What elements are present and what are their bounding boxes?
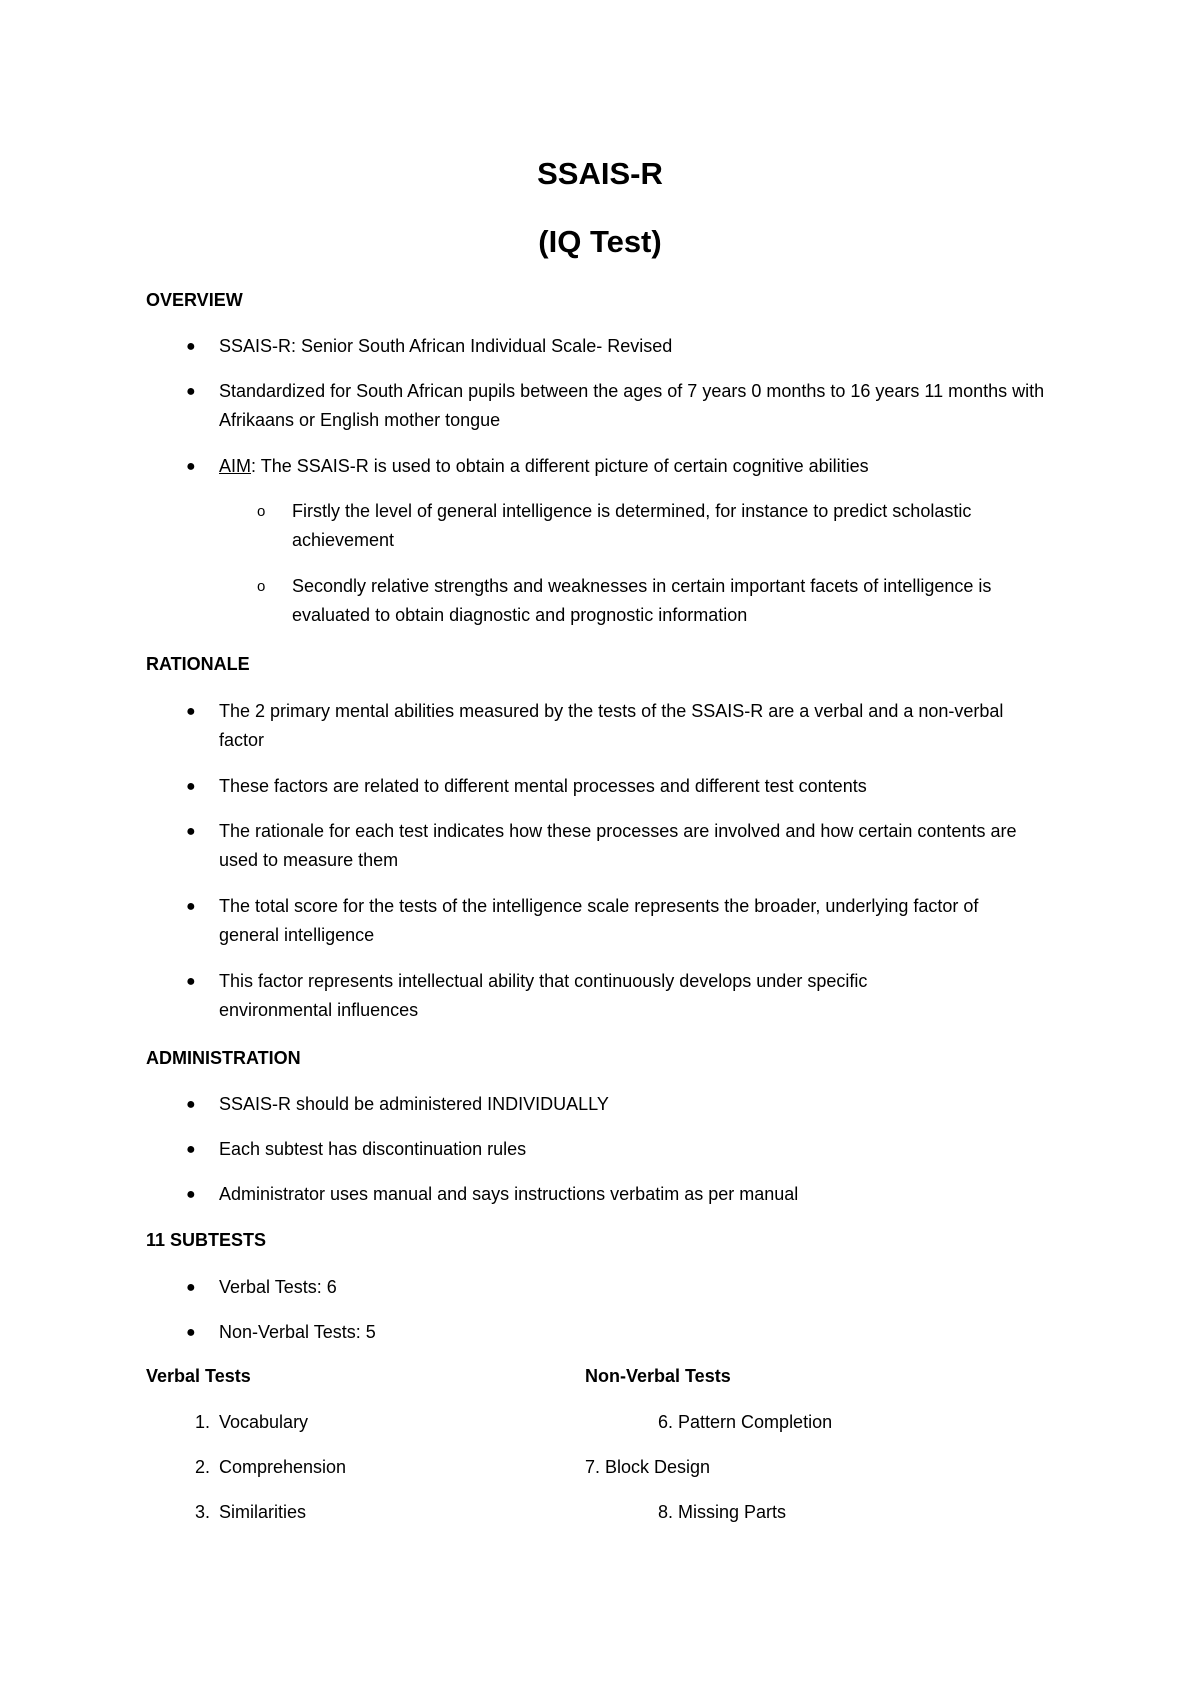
verbal-test-name: Vocabulary [219,1412,309,1432]
list-item: Non-Verbal Tests: 5 [219,1322,376,1342]
bullet-icon: ● [186,383,196,400]
bullet-icon: ● [186,823,196,840]
list-item: Verbal Tests: 6 [219,1277,337,1297]
bullet-icon: ● [186,898,196,915]
bullet-icon: ● [186,1141,196,1158]
bullet-icon: ● [186,458,196,475]
section-heading-administration: ADMINISTRATION [146,1048,301,1068]
sub-list-item: Firstly the level of general intelligence is determined, for instance to predict scholastic achievement [292,501,972,550]
bullet-icon: ● [186,778,196,795]
section-heading-rationale: RATIONALE [146,654,250,674]
aim-label: AIM [219,456,252,476]
verbal-test-name: Similarities [219,1502,307,1522]
bullet-icon: ● [186,1096,196,1113]
nonverbal-tests-heading: Non-Verbal Tests [585,1366,731,1386]
list-item: Standardized for South African pupils between the ages of 7 years 0 months to 16 years 11 months with Afrikaans or English mother tongue [219,381,1045,430]
bullet-icon: ● [186,1279,196,1296]
sub-bullet-icon: o [257,503,266,520]
list-item: These factors are related to different mental processes and different test contents [219,776,867,796]
list-item: SSAIS-R should be administered INDIVIDUALLY [219,1094,609,1114]
sub-bullet-icon: o [257,578,266,595]
document-title: SSAIS-R [537,156,663,191]
verbal-test-number: 1. [194,1412,210,1432]
nonverbal-test: 8. Missing Parts [658,1502,787,1522]
list-item-aim [219,452,1059,481]
bullet-icon: ● [186,1186,196,1203]
nonverbal-test: 6. Pattern Completion [658,1412,833,1432]
document-subtitle: (IQ Test) [538,224,662,259]
bullet-icon: ● [186,1324,196,1341]
verbal-tests-heading: Verbal Tests [146,1366,251,1386]
aim-text: : The SSAIS-R is used to obtain a different picture of certain cognitive abilities [251,456,869,476]
list-item: The total score for the tests of the intelligence scale represents the broader, underlying factor of general intelligence [219,896,979,945]
nonverbal-test: 7. Block Design [585,1457,711,1477]
section-heading-subtests: 11 SUBTESTS [146,1230,267,1250]
sub-list-item: Secondly relative strengths and weaknesses in certain important facets of intelligence is evaluated to obtain diagnostic and prognostic information [292,576,992,625]
verbal-test-name: Comprehension [219,1457,347,1477]
bullet-icon: ● [186,338,196,355]
list-item: Administrator uses manual and says instructions verbatim as per manual [219,1184,799,1204]
verbal-test-number: 2. [194,1457,210,1477]
verbal-test-number: 3. [194,1502,210,1522]
bullet-icon: ● [186,973,196,990]
list-item: The rationale for each test indicates how these processes are involved and how certain contents are used to measure them [219,821,1017,870]
list-item: SSAIS-R: Senior South African Individual Scale- Revised [219,336,673,356]
list-item: Each subtest has discontinuation rules [219,1139,527,1159]
bullet-icon: ● [186,703,196,720]
list-item: The 2 primary mental abilities measured by the tests of the SSAIS-R are a verbal and a non-verbal factor [219,701,1004,750]
section-heading-overview: OVERVIEW [146,290,243,310]
list-item: This factor represents intellectual ability that continuously develops under specific environmental influences [219,971,868,1020]
